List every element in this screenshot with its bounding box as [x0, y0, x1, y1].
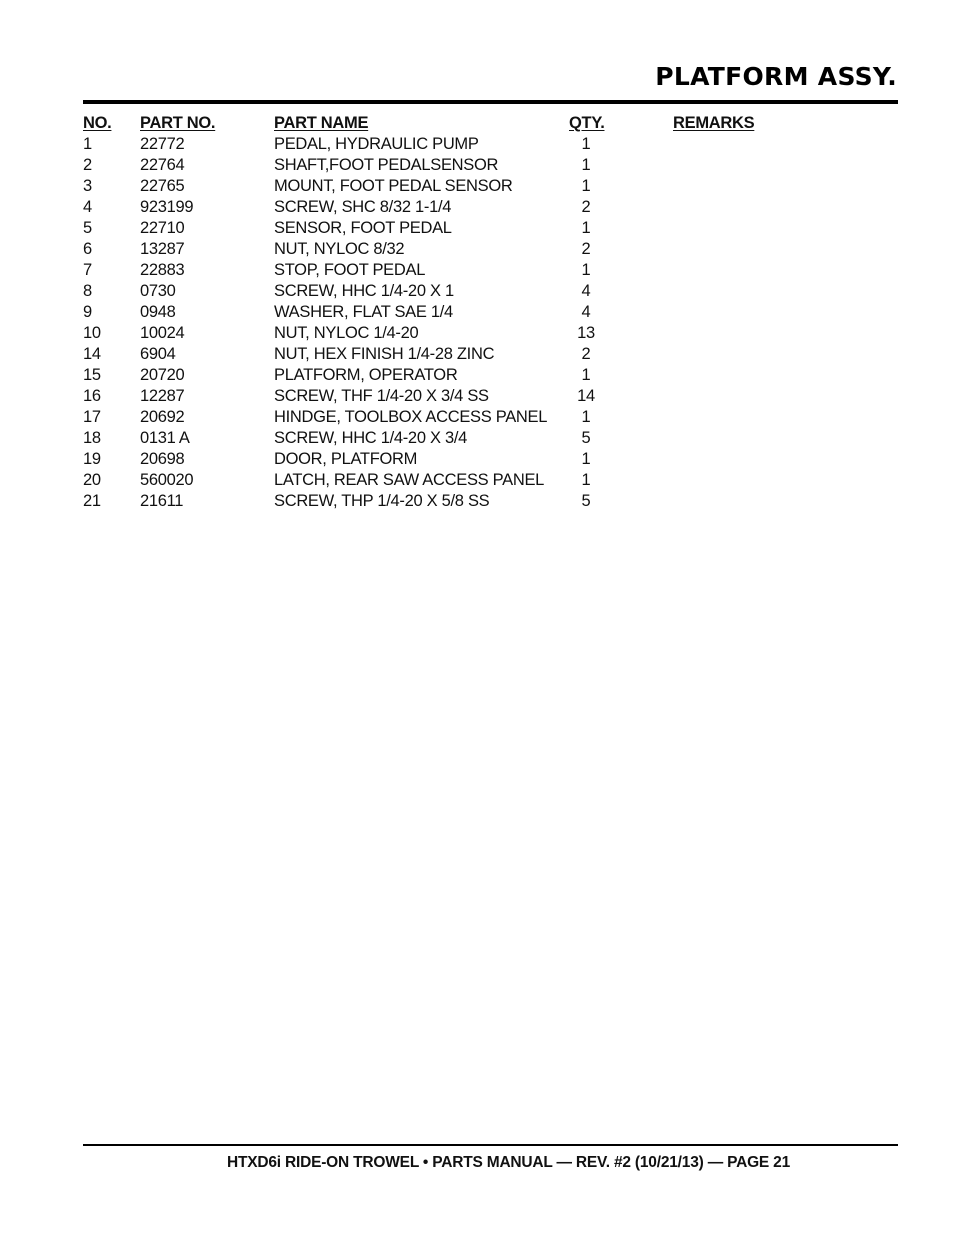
cell-part-name: PLATFORM, OPERATOR	[274, 366, 458, 384]
table-row	[83, 155, 898, 176]
cell-part-name: NUT, HEX FINISH 1/4-28 ZINC	[274, 345, 495, 363]
cell-qty	[569, 176, 673, 197]
cell-part-no: 21611	[140, 492, 184, 510]
cell-qty	[569, 134, 673, 155]
cell-part-no: 22764	[140, 156, 185, 174]
cell-remarks	[673, 260, 898, 281]
cell-remarks	[673, 239, 898, 260]
cell-no: 4	[83, 198, 92, 216]
column-header-part-name: PART NAME	[274, 114, 369, 132]
cell-remarks	[673, 281, 898, 302]
cell-no: 6	[83, 240, 92, 258]
qty-value: 14	[577, 387, 595, 405]
cell-part-no: 0730	[140, 282, 176, 300]
qty-value: 4	[581, 282, 591, 300]
parts-list-table	[83, 113, 898, 512]
cell-remarks	[673, 365, 898, 386]
cell-no: 5	[83, 219, 92, 237]
cell-remarks	[673, 470, 898, 491]
cell-part-name: STOP, FOOT PEDAL	[274, 261, 426, 279]
cell-remarks	[673, 344, 898, 365]
cell-part-name: SCREW, HHC 1/4-20 X 1	[274, 282, 454, 300]
table-header-row	[83, 113, 898, 134]
cell-no: 3	[83, 177, 92, 195]
cell-part-name: LATCH, REAR SAW ACCESS PANEL	[274, 471, 545, 489]
column-header-qty: QTY.	[569, 114, 605, 132]
qty-value: 13	[577, 324, 595, 342]
cell-remarks	[673, 134, 898, 155]
cell-qty	[569, 428, 673, 449]
cell-part-name: SCREW, HHC 1/4-20 X 3/4	[274, 429, 468, 447]
footer-label: HTXD6i RIDE-ON TROWEL • PARTS MANUAL — REV. #2 (10/21/13) — PAGE 21	[226, 1154, 791, 1171]
cell-remarks	[673, 302, 898, 323]
table-row	[83, 407, 898, 428]
cell-no: 16	[83, 387, 101, 405]
cell-part-no: 923199	[140, 198, 194, 216]
cell-qty	[569, 281, 673, 302]
qty-value: 2	[581, 240, 591, 258]
cell-remarks	[673, 218, 898, 239]
qty-value: 4	[581, 303, 591, 321]
table-row	[83, 281, 898, 302]
cell-remarks	[673, 155, 898, 176]
table-row	[83, 197, 898, 218]
cell-part-no: 6904	[140, 345, 176, 363]
cell-part-name: MOUNT, FOOT PEDAL SENSOR	[274, 177, 513, 195]
cell-qty	[569, 155, 673, 176]
cell-remarks	[673, 176, 898, 197]
cell-qty	[569, 302, 673, 323]
cell-part-no: 22772	[140, 135, 185, 153]
title-divider	[83, 100, 898, 104]
cell-qty	[569, 470, 673, 491]
cell-part-name: HINDGE, TOOLBOX ACCESS PANEL	[274, 408, 548, 426]
cell-part-name: WASHER, FLAT SAE 1/4	[274, 303, 453, 321]
cell-remarks	[673, 197, 898, 218]
table-row	[83, 176, 898, 197]
table-row	[83, 260, 898, 281]
cell-remarks	[673, 428, 898, 449]
qty-value: 1	[581, 366, 591, 384]
column-header-part-no: PART NO.	[140, 114, 216, 132]
cell-part-name: SENSOR, FOOT PEDAL	[274, 219, 452, 237]
column-header-no: NO.	[83, 114, 112, 132]
table-row	[83, 134, 898, 155]
table-row	[83, 449, 898, 470]
qty-value: 1	[581, 135, 591, 153]
cell-part-no: 0948	[140, 303, 176, 321]
cell-no: 20	[83, 471, 101, 489]
cell-no: 21	[83, 492, 101, 510]
cell-no: 2	[83, 156, 92, 174]
cell-part-name: PEDAL, HYDRAULIC PUMP	[274, 135, 479, 153]
cell-no: 8	[83, 282, 92, 300]
cell-part-no: 20720	[140, 366, 185, 384]
qty-value: 2	[581, 198, 591, 216]
qty-value: 2	[581, 345, 591, 363]
qty-value: 1	[581, 219, 591, 237]
cell-part-no: 22765	[140, 177, 185, 195]
cell-part-no: 10024	[140, 324, 185, 342]
cell-qty	[569, 323, 673, 344]
cell-no: 15	[83, 366, 101, 384]
cell-part-no: 20698	[140, 450, 185, 468]
cell-remarks	[673, 386, 898, 407]
cell-part-name: NUT, NYLOC 8/32	[274, 240, 405, 258]
cell-part-name: SHAFT,FOOT PEDALSENSOR	[274, 156, 499, 174]
qty-value: 1	[581, 471, 591, 489]
cell-no: 10	[83, 324, 101, 342]
cell-remarks	[673, 491, 898, 512]
cell-part-no: 13287	[140, 240, 185, 258]
qty-value: 1	[581, 156, 591, 174]
cell-qty	[569, 386, 673, 407]
cell-no: 19	[83, 450, 101, 468]
cell-part-name: NUT, NYLOC 1/4-20	[274, 324, 419, 342]
cell-qty	[569, 449, 673, 470]
page-footer	[83, 1154, 898, 1172]
cell-part-name: SCREW, THF 1/4-20 X 3/4 SS	[274, 387, 489, 405]
cell-remarks	[673, 323, 898, 344]
cell-part-no: 20692	[140, 408, 185, 426]
cell-qty	[569, 239, 673, 260]
qty-value: 1	[581, 450, 591, 468]
qty-value: 5	[581, 429, 591, 447]
cell-part-no: 560020	[140, 471, 194, 489]
cell-no: 17	[83, 408, 101, 426]
qty-value: 5	[581, 492, 591, 510]
footer-divider	[83, 1144, 898, 1146]
cell-qty	[569, 365, 673, 386]
cell-part-no: 22883	[140, 261, 185, 279]
cell-remarks	[673, 407, 898, 428]
cell-no: 14	[83, 345, 101, 363]
cell-part-name: SCREW, THP 1/4-20 X 5/8 SS	[274, 492, 490, 510]
cell-qty	[569, 491, 673, 512]
table-row	[83, 344, 898, 365]
column-header-remarks: REMARKS	[673, 114, 755, 132]
table-row	[83, 470, 898, 491]
table-row	[83, 323, 898, 344]
table-row	[83, 491, 898, 512]
cell-remarks	[673, 449, 898, 470]
table-row	[83, 239, 898, 260]
table-row	[83, 365, 898, 386]
cell-no: 18	[83, 429, 101, 447]
cell-no: 7	[83, 261, 92, 279]
cell-qty	[569, 218, 673, 239]
cell-qty	[569, 344, 673, 365]
cell-qty	[569, 260, 673, 281]
cell-part-no: 12287	[140, 387, 185, 405]
cell-no: 9	[83, 303, 92, 321]
cell-part-no: 22710	[140, 219, 185, 237]
table-row	[83, 428, 898, 449]
qty-value: 1	[581, 177, 591, 195]
cell-qty	[569, 197, 673, 218]
page-title: PLATFORM ASSY.	[655, 62, 897, 91]
table-row	[83, 218, 898, 239]
cell-part-no: 0131 A	[140, 429, 190, 447]
qty-value: 1	[581, 261, 591, 279]
cell-qty	[569, 407, 673, 428]
qty-value: 1	[581, 408, 591, 426]
table-row	[83, 302, 898, 323]
cell-part-name: DOOR, PLATFORM	[274, 450, 418, 468]
table-row	[83, 386, 898, 407]
cell-part-name: SCREW, SHC 8/32 1-1/4	[274, 198, 452, 216]
parts-table-body	[83, 134, 898, 512]
cell-no: 1	[83, 135, 92, 153]
